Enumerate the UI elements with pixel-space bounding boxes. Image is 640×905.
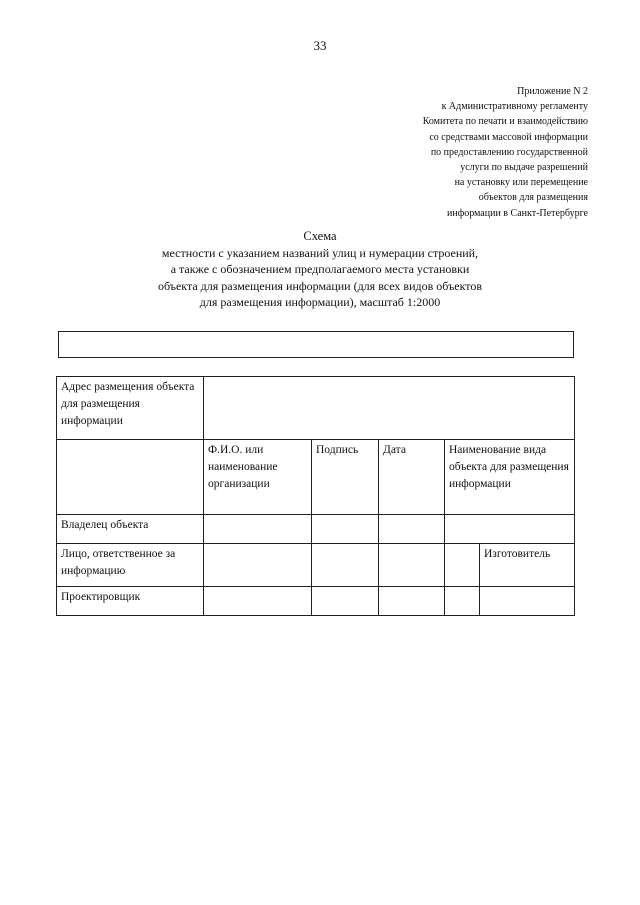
appendix-line: Комитета по печати и взаимодействию (422, 116, 588, 128)
appendix-line: со средствами массовой информации (429, 131, 588, 143)
address-label: Адрес размещения объекта для размещения информации (57, 377, 204, 440)
address-value-cell[interactable] (204, 377, 575, 440)
table-row (57, 440, 575, 515)
page-number: 33 (313, 38, 327, 53)
title-line: местности с указанием названий улиц и нумерации строений, (161, 245, 479, 260)
title-heading: Схема (303, 229, 337, 243)
blank-header-cell (57, 440, 204, 515)
designer-fio-cell[interactable] (204, 587, 312, 616)
appendix-note (328, 84, 588, 221)
responsible-extra-cell[interactable] (445, 544, 480, 587)
owner-date-cell[interactable] (379, 515, 445, 544)
header-fio: Ф.И.О. или наименование организации (204, 440, 312, 515)
appendix-line: услуги по выдаче разрешений (460, 162, 588, 174)
owner-fio-cell[interactable] (204, 515, 312, 544)
responsible-signature-cell[interactable] (312, 544, 379, 587)
row-label-owner: Владелец объекта (57, 515, 204, 544)
appendix-line: информации в Санкт-Петербурге (447, 207, 588, 219)
owner-kind-cell[interactable] (445, 515, 575, 544)
header-object-kind: Наименование вида объекта для размещения информации (445, 440, 575, 515)
table-row (57, 515, 575, 544)
form-table (56, 376, 575, 616)
manufacturer-value-cell[interactable] (480, 587, 575, 616)
manufacturer-label: Изготовитель (480, 544, 575, 587)
appendix-line: по предоставлению государственной (430, 146, 588, 158)
designer-date-cell[interactable] (379, 587, 445, 616)
title-line: а также с обозначением предполагаемого места установки (170, 262, 470, 277)
appendix-line: объектов для размещения (478, 192, 588, 204)
designer-signature-cell[interactable] (312, 587, 379, 616)
table-row (57, 587, 575, 616)
designer-extra-cell[interactable] (445, 587, 480, 616)
responsible-fio-cell[interactable] (204, 544, 312, 587)
header-date: Дата (379, 440, 445, 515)
row-label-designer: Проектировщик (57, 587, 204, 616)
responsible-date-cell[interactable] (379, 544, 445, 587)
appendix-line: на установку или перемещение (454, 177, 588, 189)
owner-signature-cell[interactable] (312, 515, 379, 544)
table-row (57, 544, 575, 587)
document-title (0, 228, 640, 311)
header-signature: Подпись (312, 440, 379, 515)
title-line: для размещения информации), масштаб 1:2000 (199, 295, 441, 310)
appendix-line: к Административному регламенту (441, 101, 588, 113)
row-label-responsible: Лицо, ответственное за информацию (57, 544, 204, 587)
table-row (57, 377, 575, 440)
appendix-line: Приложение N 2 (517, 86, 588, 97)
scheme-box (58, 331, 574, 358)
title-line: объекта для размещения информации (для всех видов объектов (157, 278, 483, 293)
